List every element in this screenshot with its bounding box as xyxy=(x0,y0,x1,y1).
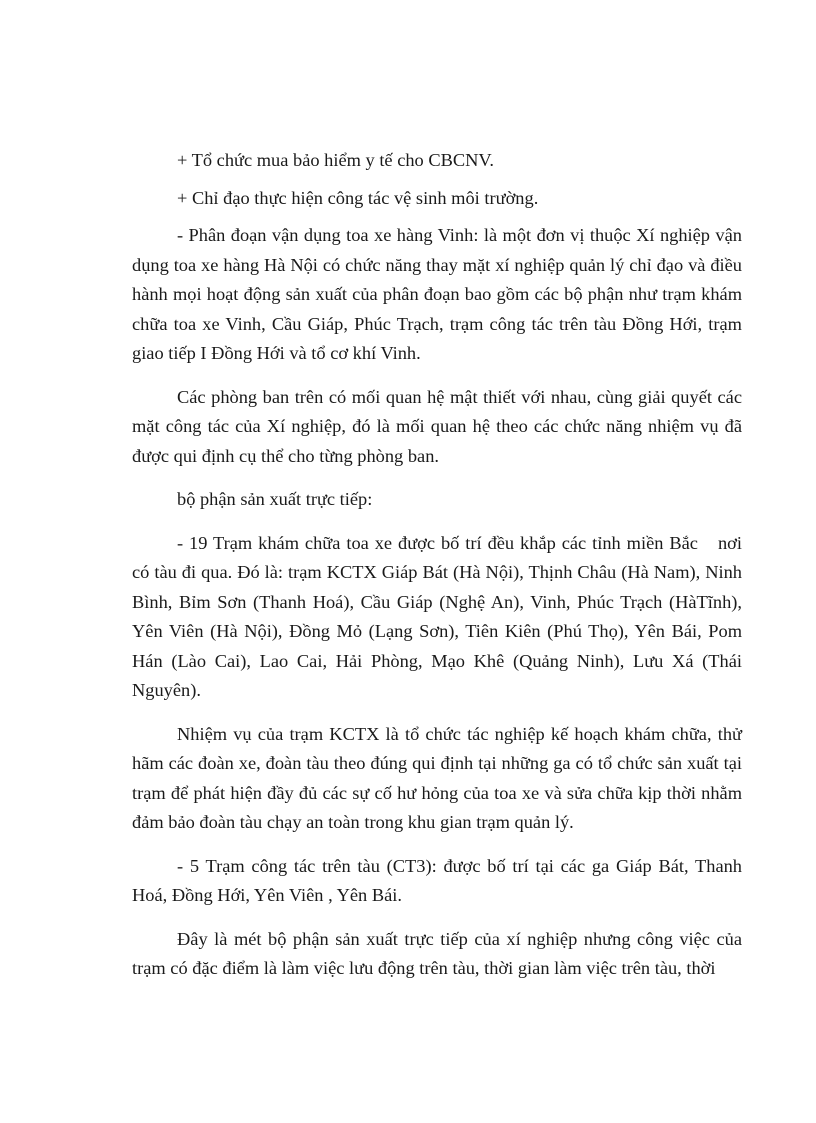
paragraph-health-insurance: + Tổ chức mua bảo hiểm y tế cho CBCNV. xyxy=(177,150,494,170)
paragraph-departments-relation: Các phòng ban trên có mối quan hệ mật thiết với nhau, cùng giải quyết các mặt công tác của Xí nghiệp, đó là mối quan hệ theo các chức năng nhiệm vụ đã được qui định cụ thể cho từng phòng ban. xyxy=(132,386,742,466)
paragraph-onboard-stations: - 5 Trạm công tác trên tàu (CT3): được bố trí tại các ga Giáp Bát, Thanh Hoá, Đồng Hới, Yên Viên , Yên Bái. xyxy=(132,855,742,905)
stations-text-part1: - 19 Trạm khám chữa toa xe được bố trí đều khắp các tỉnh miền Bắc xyxy=(177,532,698,553)
document-body xyxy=(132,146,742,984)
paragraph-kctx-duties: Nhiệm vụ của trạm KCTX là tổ chức tác nghiệp kế hoạch khám chữa, thử hãm các đoàn xe, đoàn tàu theo đúng qui định tại những ga có tổ chức sản xuất tại trạm để phát hiện đầy đủ các sự cố hư hỏng của toa xe và sửa chữa kịp thời nhằm đảm bảo đoàn tàu chạy an toàn trong khu gian trạm quản lý. xyxy=(132,723,742,832)
stations-text-part2: nơi có tàu đi qua. Đó là: trạm KCTX Giáp Bát (Hà Nội), Thịnh Châu (Hà Nam), Ninh Bình, Bỉm Sơn (Thanh Hoá), Cầu Giáp (Nghệ An), Vinh, Phúc Trạch (HàTĩnh), Yên Viên (Hà Nội), Đồng Mỏ (Lạng Sơn), Tiên Kiên (Phú Thọ), Yên Bái, Pom Hán (Lào Cai), Lao Cai, Hải Phòng, Mạo Khê (Quảng Ninh), Lưu Xá (Thái Nguyên). xyxy=(132,532,742,700)
paragraph-direct-production: bộ phận sản xuất trực tiếp: xyxy=(177,489,373,509)
paragraph-mobile-work: Đây là mét bộ phận sản xuất trực tiếp của xí nghiệp nhưng công việc của trạm có đặc điểm là làm việc lưu động trên tàu, thời gian làm việc trên tàu, thời xyxy=(132,928,742,978)
paragraph-environment: + Chỉ đạo thực hiện công tác vệ sinh môi trường. xyxy=(177,187,539,208)
paragraph-vinh-division: - Phân đoạn vận dụng toa xe hàng Vinh: là một đơn vị thuộc Xí nghiệp vận dụng toa xe hàng Hà Nội có chức năng thay mặt xí nghiệp quản lý chỉ đạo và điều hành mọi hoạt động sản xuất của phân đoạn bao gồm các bộ phận như trạm khám chữa toa xe Vinh, Cầu Giáp, Phúc Trạch, trạm công tác trên tàu Đồng Hới, trạm giao tiếp I Đồng Hới và tổ cơ khí Vinh. xyxy=(132,225,742,363)
paragraph-inspection-stations xyxy=(132,529,742,706)
